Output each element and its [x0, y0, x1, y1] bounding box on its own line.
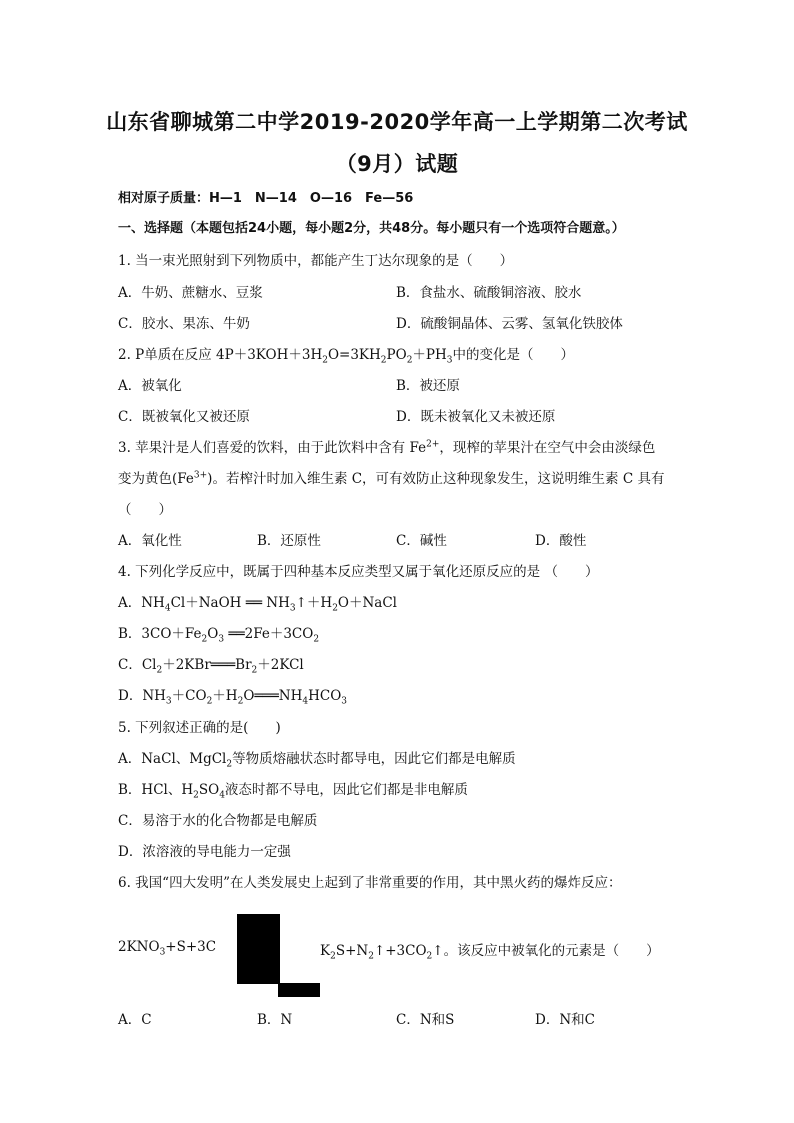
q4-option-a: A．$NH_4Cl+NaOH$ ══ $NH_3↑+H_2O+NaCl$ [118, 595, 397, 614]
q4-stem: 4. 下列化学反应中，既属于四种基本反应类型又属于氧化还原反应的是 （ ） [118, 564, 599, 580]
q6-equation-right: $K_2S+N_2↑+3CO_2↑$。该反应中被氧化的元素是（ ） [320, 943, 660, 962]
q6-option-c: C．N和S [396, 1012, 455, 1028]
q3-option-d: D．酸性 [535, 533, 587, 549]
q3-stem-line2: 变为黄色$(Fe^{3+})$。若榨汁时加入维生素 C，可有效防止这种现象发生，这说明维生素 C 具有 [118, 470, 665, 487]
q1-option-b: B．食盐水、硫酸铜溶液、胶水 [396, 285, 582, 301]
exam-title-line2: （9月）试题 [335, 152, 459, 176]
q5-option-d: D．浓溶液的导电能力一定强 [118, 844, 291, 860]
q5-stem: 5. 下列叙述正确的是( ) [118, 720, 281, 736]
q4-option-d: D．$NH_3+CO_2+H_2O═══NH_4HCO_3$ [118, 688, 347, 707]
q2-option-b: B．被还原 [396, 378, 460, 394]
q4-option-c: C．$Cl_2+2KBr═══Br_2+2KCl$ [118, 657, 304, 676]
q3-stem-line1: 3. 苹果汁是人们喜爱的饮料，由于此饮料中含有 $Fe^{2+}$，现榨的苹果汁在空气中会由淡绿色 [118, 439, 656, 456]
q3-option-c: C．碱性 [396, 533, 447, 549]
q5-option-c: C．易溶于水的化合物都是电解质 [118, 813, 318, 829]
q5-option-a: A．NaCl、MgCl$_2$等物质熔融状态时都导电，因此它们都是电解质 [118, 751, 516, 770]
q3-option-b: B．还原性 [257, 533, 321, 549]
q6-option-b: B．N [257, 1012, 293, 1028]
q6-option-a: A．C [118, 1012, 152, 1028]
q1-option-d: D．硫酸铜晶体、云雾、氢氧化铁胶体 [396, 316, 623, 332]
q1-stem: 1. 当一束光照射到下列物质中，都能产生丁达尔现象的是（ ） [118, 253, 514, 269]
q1-option-c: C．胶水、果冻、牛奶 [118, 316, 250, 332]
q4-option-b: B．$3CO+Fe_2O_3$ $══2Fe+3CO_2$ [118, 626, 320, 645]
q2-option-c: C．既被氧化又被还原 [118, 409, 250, 425]
q2-option-a: A．被氧化 [118, 378, 182, 394]
q1-option-a: A．牛奶、蔗糖水、豆浆 [118, 285, 263, 301]
q6-option-d: D．N和C [535, 1012, 595, 1028]
q6-equation-left: $2KNO_3+S+3C$ [118, 939, 217, 958]
exam-title-line1: 山东省聊城第二中学2019-2020学年高一上学期第二次考试 [106, 110, 688, 134]
q2-stem: 2. P单质在反应 $4P+3KOH+3H_2O=3KH_2PO_2+PH_3$中的变化是（ ） [118, 347, 575, 366]
q2-option-d: D．既未被氧化又未被还原 [396, 409, 556, 425]
redaction-box-lower [278, 983, 320, 997]
q3-stem-line3: （ ） [118, 502, 172, 518]
section1-header: 一、选择题（本题包括24小题，每小题2分，共48分。每小题只有一个选项符合题意。） [118, 221, 625, 236]
atomic-mass-note: 相对原子质量：H—1 N—14 O—16 Fe—56 [118, 191, 414, 206]
q5-option-b: B．HCl、$H_2SO_4$液态时都不导电，因此它们都是非电解质 [118, 782, 468, 801]
redaction-box-upper [237, 914, 280, 984]
q6-stem: 6. 我国“四大发明”在人类发展史上起到了非常重要的作用，其中黑火药的爆炸反应： [118, 875, 622, 891]
q3-option-a: A．氧化性 [118, 533, 182, 549]
